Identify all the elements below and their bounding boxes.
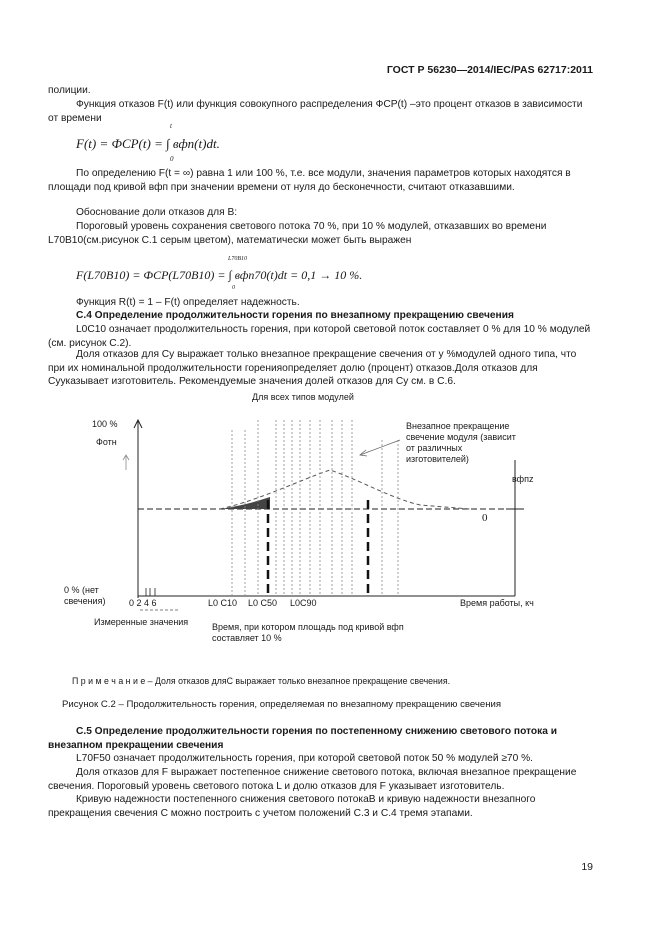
- doc-header: ГОСТ Р 56230—2014/IEC/PAS 62717:2011: [386, 64, 593, 76]
- y-top-label: 100 %: [92, 419, 118, 429]
- section-heading: С.4 Определение продолжительности горения по внезапному прекращению свечения: [76, 310, 514, 321]
- section-heading: С.5 Определение продолжительности горения по постепенному снижению светового потока и внезапном прекращении свечения: [48, 726, 557, 751]
- integral-lower: 0: [232, 285, 235, 291]
- area-note: Время, при котором площадь под кривой вфп составляет 10 %: [212, 622, 404, 643]
- paragraph: L0C10 означает продолжительность горения, при которой световой поток составляет 0 % для 10 % модулей (см. рисунок С.2).: [48, 324, 591, 349]
- formula-1: F(t) = ФСР(t) = ∫ вфп(t)dt.: [76, 136, 220, 151]
- paragraph: Обоснование доли отказов для B:: [76, 207, 238, 218]
- paragraph: Доля отказов для Cy выражает только внезапное прекращение свечения от y %модулей одного типа, что при их номинальной продолжительности горенияопределяет долю (процент) отказов.Доля отказов для Cyуказывает изготовитель. Рекомендуемые значения долей отказов для Cy см. в С.6.: [48, 349, 577, 388]
- figure-caption: Рисунок С.2 – Продолжительность горения, определяемая по внезапному прекращению свечения: [62, 699, 502, 710]
- integral-lower: 0: [170, 155, 174, 163]
- integral-upper: L70B10: [228, 256, 248, 262]
- right-annotation: Внезапное прекращение свечение модуля (зависит от различных изготовителей): [406, 421, 516, 464]
- paragraph: L70F50 означает продолжительность горения, при которой световой поток 50 % модулей ≥70 %.: [76, 753, 533, 764]
- paragraph: Кривую надежности постепенного снижения светового потокаB и кривую надежности внезапного прекращения свечения C можно построить с учетом положений С.3 и С.4 тремя этапами.: [48, 794, 536, 819]
- page-number: 19: [581, 861, 593, 873]
- y-name: Фотн: [96, 437, 117, 447]
- x-axis-label: Время работы, кч: [460, 598, 534, 608]
- measured-label: Измеренные значения: [94, 617, 189, 627]
- right-label: вфпz: [512, 474, 534, 484]
- paragraph: Пороговый уровень сохранения светового потока 70 %, при 10 % модулей, отказавших во времени L70B10(см.рисунок С.1 серым цветом), математически может быть выражен: [48, 221, 547, 246]
- x-label-c10: L0 C10: [208, 598, 238, 608]
- x-ticks: 0 2 4 6: [129, 598, 157, 608]
- paragraph: Доля отказов для F выражает постепенное снижение светового потока, включая внезапное прекращение свечения. Пороговый уровень светового потока L и долю отказов для F указывает изготовитель.: [48, 767, 577, 792]
- x-label-c50: L0 C50: [248, 598, 278, 608]
- formula-2: F(L70B10) = ФСР(L70B10) = ∫ вфп70(t)dt = 0,1 → 10 %.: [76, 268, 363, 282]
- figure-note: П р и м е ч а н и е – Доля отказов дляC выражает только внезапное прекращение свечения.: [72, 676, 451, 686]
- paragraph: По определению F(t = ∞) равна 1 или 100 %, т.е. все модули, значения параметров которых находятся в площади под кривой вфп при значении времени от нуля до бесконечности, считают отказавшими.: [48, 168, 571, 193]
- figure-title: Для всех типов модулей: [252, 392, 354, 402]
- paragraph: Функция отказов F(t) или функция совокупного распределения ФСР(t) –это процент отказов в зависимости от времени: [48, 99, 583, 124]
- y-bottom-label: 0 % (нет свечения): [64, 585, 106, 606]
- paragraph: полиции.: [48, 85, 91, 96]
- zero-label: 0: [482, 512, 488, 524]
- x-label-c90: L0C90: [290, 598, 317, 608]
- integral-upper: t: [170, 122, 172, 130]
- paragraph: Функция R(t) = 1 – F(t) определяет надежность.: [76, 297, 300, 308]
